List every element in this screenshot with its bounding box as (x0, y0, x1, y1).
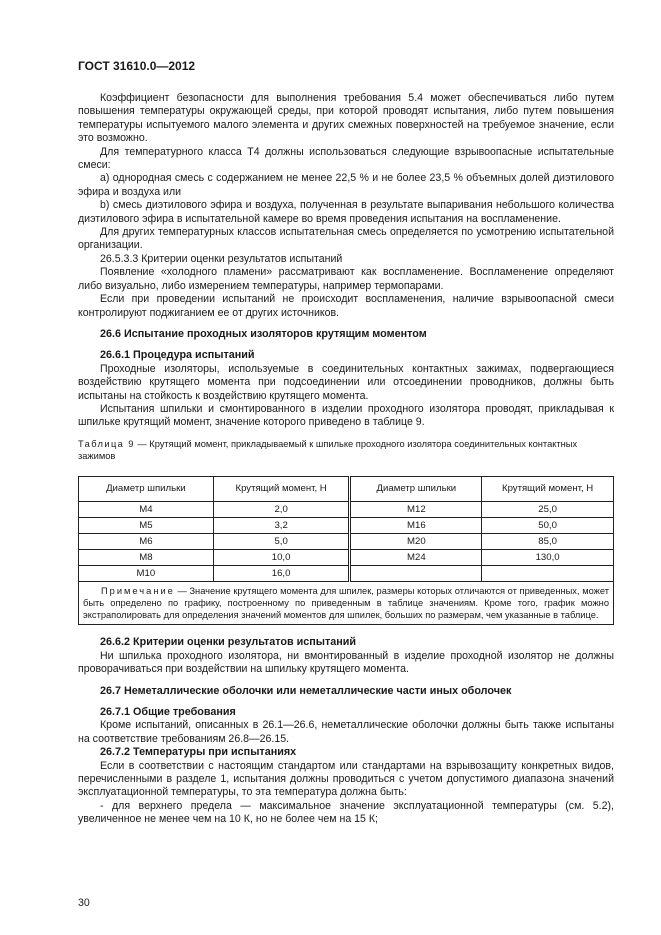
paragraph: Для других температурных классов испытательная смесь определяется по усмотрению испытательной организации. (78, 226, 614, 252)
paragraph: Если при проведении испытаний не происходит воспламенения, наличие взрывоопасной смеси контролируют поджиганием ее от других источников. (78, 293, 614, 319)
table-cell: 2,0 (213, 501, 350, 517)
table-cell: 50,0 (482, 517, 614, 533)
table-cell: 85,0 (482, 533, 614, 549)
paragraph: Для температурного класса Т4 должны использоваться следующие взрывоопасные испытательные смеси: (78, 145, 614, 172)
section-heading: 26.6 Испытание проходных изоляторов крутящим моментом (100, 327, 427, 340)
table-cell: 130,0 (482, 549, 614, 565)
page-body (78, 92, 614, 827)
paragraph: Кроме испытаний, описанных в 26.1—26.6, неметаллические оболочки должны быть также испытаны на соответствие требованиям 26.8—26.15. (78, 719, 614, 745)
section-heading: 26.7 Неметаллические оболочки или неметаллические части иных оболочек (100, 684, 512, 697)
note-text: — Значение крутящего момента для шпилек, размеры которых отличаются от приведенных, может быть определено по графику, построенному по приведенным в таблице значениям. Кроме того, график можно экстраполировать для определения значений моментов для шпилек, больших по размерам, чем указанные в таблице. (83, 585, 609, 621)
table-cell (350, 565, 482, 581)
subsection-title: 26.5.3.3 Критерии оценки результатов испытаний (100, 252, 343, 265)
list-item: a) однородная смесь с содержанием не менее 22,5 % и не более 23,5 % объемных долей диэтилового эфира и воздуха или (78, 172, 614, 198)
note-label: Примечание (101, 585, 175, 596)
table-cell: М4 (79, 501, 214, 517)
table-cell: 25,0 (482, 501, 614, 517)
column-header: Диаметр шпильки (350, 476, 482, 501)
column-header: Диаметр шпильки (79, 476, 214, 501)
paragraph: Появление «холодного пламени» рассматривают как воспламенение. Воспламенение определяют либо визуально, либо измерением температуры, например термопарами. (78, 266, 614, 292)
table-row (79, 565, 614, 581)
table-row (79, 517, 614, 533)
subsection-heading: 26.6.2 Критерии оценки результатов испытаний (100, 636, 357, 649)
table-cell: 10,0 (213, 549, 350, 565)
table-cell (482, 565, 614, 581)
paragraph: Испытания шпильки и смонтированного в изделии проходного изолятора проводят, прикладывая к шпильке крутящий момент, значение которого приведено в таблице 9. (78, 402, 614, 429)
subsection-heading: 26.7.2 Температуры при испытаниях (100, 746, 297, 759)
table-row (79, 501, 614, 517)
paragraph: Проходные изоляторы, используемые в соединительных контактных зажимах, подвергающиеся воздействию крутящего момента при подсоединении или отсоединении проводников, должны быть испытаны на стойкость к воздействию крутящего момента. (78, 362, 614, 402)
list-item: b) смесь диэтилового эфира и воздуха, полученная в результате выпаривания небольшого количества диэтилового эфира в испытательной камере во время проведения испытания на воспламенение. (78, 199, 614, 225)
table-cell: 16,0 (213, 565, 350, 581)
table-cell: М5 (79, 517, 214, 533)
document-header: ГОСТ 31610.0—2012 (78, 59, 196, 73)
table-caption (78, 438, 614, 462)
table-cell: М6 (79, 533, 214, 549)
table-row (79, 549, 614, 565)
torque-table (78, 476, 614, 626)
table-cell: М16 (350, 517, 482, 533)
table-cell: 3,2 (213, 517, 350, 533)
subsection-heading: 26.7.1 Общие требования (100, 705, 236, 718)
table-note (79, 581, 614, 625)
table-cell: М8 (79, 549, 214, 565)
column-header: Крутящий момент, Н (213, 476, 350, 501)
list-item: - для верхнего предела — максимальное значение эксплуатационной температуры (см. 5.2), увеличенное не менее чем на 10 К, но не более чем на 15 К; (78, 799, 614, 826)
paragraph: Если в соответствии с настоящим стандартом или стандартами на взрывозащиту конкретных видов, перечисленными в разделе 1, испытания должны проводиться с учетом допустимого диапазона значений эксплуатационной температуры, то эта температура должна быть: (78, 759, 614, 799)
paragraph: Ни шпилька проходного изолятора, ни вмонтированный в изделие проходной изолятор не должны проворачиваться при воздействии на шпильку крутящего момента. (78, 649, 614, 676)
table-row (79, 533, 614, 549)
table-cell: 5,0 (213, 533, 350, 549)
subsection-heading: 26.6.1 Процедура испытаний (100, 349, 255, 362)
table-cell: М20 (350, 533, 482, 549)
table-cell: М10 (79, 565, 214, 581)
table-caption-label: Таблица 9 (78, 438, 135, 449)
page-number: 30 (78, 897, 90, 909)
table-header-row (79, 476, 614, 501)
table-note-row (79, 581, 614, 625)
table-cell: М24 (350, 549, 482, 565)
table-cell: М12 (350, 501, 482, 517)
paragraph: Коэффициент безопасности для выполнения требования 5.4 может обеспечиваться либо путем повышения температуры окружающей среды, при которой проводят испытания, либо путем повышения температуры испытуемого малого элемента и других смежных поверхностей на требуемое значение, если это возможно. (78, 92, 614, 145)
table-caption-text: — Крутящий момент, прикладываемый к шпильке проходного изолятора соединительных контактных зажимов (78, 438, 578, 461)
column-header: Крутящий момент, Н (482, 476, 614, 501)
